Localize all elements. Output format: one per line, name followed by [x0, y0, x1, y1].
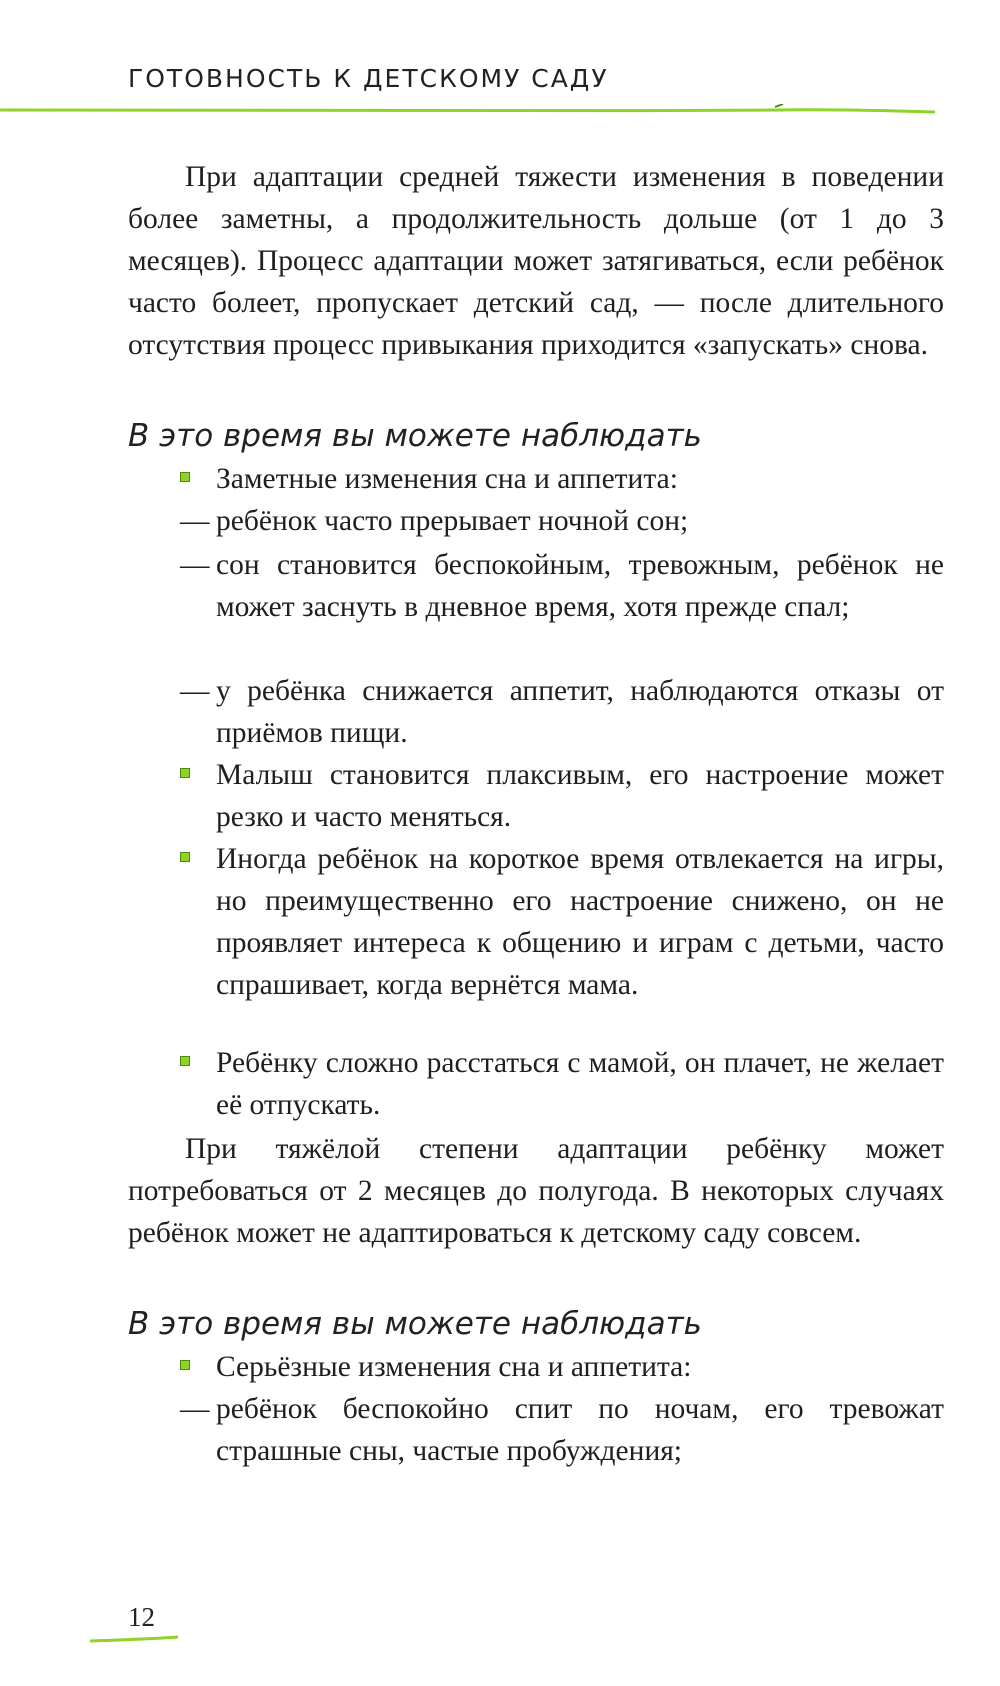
bullet-text: Ребёнку сложно расстаться с мамой, он плачет, не желает её отпускать. [216, 1047, 944, 1121]
paragraph-moderate-adaptation: При адаптации средней тяжести изменения в поведении более заметны, а продолжительность дольше (от 1 до 3 месяцев). Процесс адаптации может затягиваться, если ребёнок часто болеет, пропускает детский сад, — после длительного отсутствия процесс привыкания приходится «запускать» снова. [128, 161, 944, 361]
bullet-text: Иногда ребёнок на короткое время отвлекается на игры, но преимущественно его настроение снижено, он не проявляет интереса к общению и играм с детьми, часто спрашивает, когда вернётся мама. [216, 843, 944, 1001]
header-rule [0, 104, 940, 120]
dash-mark: — [180, 675, 210, 707]
bullet-item [216, 1042, 944, 1126]
dash-item [182, 500, 944, 542]
bullet-text: Заметные изменения сна и аппетита: [216, 463, 678, 495]
bullet-text: Серьёзные изменения сна и аппетита: [216, 1351, 692, 1383]
bullet-square-icon [180, 768, 190, 778]
bullet-item [216, 1346, 944, 1388]
dash-item [182, 1388, 944, 1472]
dash-mark: — [180, 505, 210, 537]
bullet-item [216, 458, 944, 500]
subheading-observe-1: В это время вы можете наблюдать [128, 418, 702, 454]
subheading-observe-2: В это время вы можете наблюдать [128, 1306, 702, 1342]
bullet-square-icon [180, 1056, 190, 1066]
dash-item [182, 544, 944, 628]
dash-text: ребёнок беспокойно спит по ночам, его тревожат страшные сны, частые пробуждения; [216, 1393, 944, 1467]
dash-text: у ребёнка снижается аппетит, наблюдаются отказы от приёмов пищи. [216, 675, 944, 749]
running-head: ГОТОВНОСТЬ К ДЕТСКОМУ САДУ [128, 64, 609, 93]
paragraph-severe-adaptation: При тяжёлой степени адаптации ребёнку может потребоваться от 2 месяцев до полугода. В некоторых случаях ребёнок может не адаптироваться к детскому саду совсем. [128, 1133, 944, 1249]
bullet-item [216, 754, 944, 838]
dash-item [182, 670, 944, 754]
bullet-text: Малыш становится плаксивым, его настроение может резко и часто меняться. [216, 759, 944, 833]
bullet-item [216, 838, 944, 1006]
bullet-square-icon [180, 472, 190, 482]
bullet-square-icon [180, 852, 190, 862]
dash-mark: — [180, 1393, 210, 1425]
dash-mark: — [180, 549, 210, 581]
dash-text: сон становится беспокойным, тревожным, ребёнок не может заснуть в дневное время, хотя прежде спал; [216, 549, 944, 623]
dash-text: ребёнок часто прерывает ночной сон; [216, 505, 689, 537]
footer-rule [90, 1633, 180, 1645]
page-number: 12 [128, 1602, 155, 1632]
bullet-square-icon [180, 1360, 190, 1370]
